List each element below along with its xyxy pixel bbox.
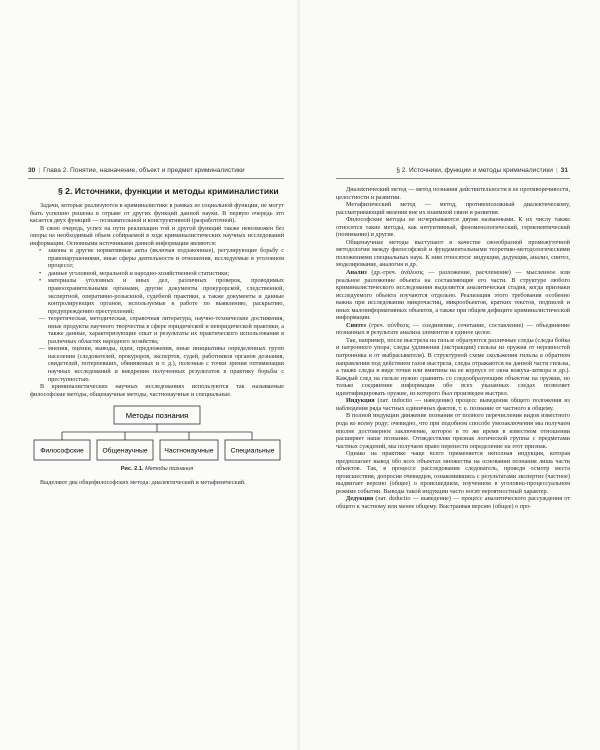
paragraph: Общенаучные методы выступают в качестве своеобразной промежуточной методологии между философской и фундаментальными теоретико-методологическими положениями специальных наук. К ним относятся: индукция, дедукция, анализ, синтез, моделирование, аналогия и др. — [336, 238, 570, 269]
paragraph-analysis — [336, 269, 570, 322]
list-item-text: законы и другие нормативные акты (включая подзаконные), регулирующие борьбу с правонарушениями, иные сферы деятельности и отношения, исследуемые в уголовном процессе; — [48, 247, 284, 270]
term-synthesis: Синтез — [346, 321, 366, 329]
term-analysis: Анализ — [346, 269, 367, 277]
left-head-rule — [28, 178, 284, 179]
paragraph: Философские методы не исчерпываются двумя названными. К их числу также относятся такие методы, как интуитивный, феноменологический, герменевтический (понимание) и другие. — [336, 216, 570, 239]
list-item-text: теоретическая, методическая, справочная литература, научно-технические достижения, иные продукты научного творчества в сфере юридической и неюридической практики, а также данные, характеризующие опыт и результаты их практического использования в различных областях народного хозяйства; — [48, 315, 284, 345]
induction-text: (лат. inductio — наведение) процесс выведения общего положения из наблюдения ряда частных единичных фактов, т. е. познание от частного к общему. — [336, 397, 570, 412]
child-box-label: Философские — [40, 447, 84, 455]
list-item — [39, 269, 284, 278]
child-box-label: Общенаучные — [102, 447, 148, 455]
child-box-label: Частнонаучные — [164, 447, 214, 455]
figure-number: Рис. 2.1. — [120, 466, 144, 473]
paragraph: Задачи, которые реализуются в криминалистике в рамках ее социальной функции, не могут быть успешно решены в отрыве от других функций данной науки. В первую очередь это касается двух функций — познавательной и конструктивной (разработочной). — [30, 202, 284, 225]
right-running-head-text: § 2. Источники, функции и методы криминалистики — [396, 167, 553, 174]
list-item-text: данные уголовной, моральной и народно-хозяйственной статистики; — [48, 269, 230, 277]
section-title: § 2. Источники, функции и методы криминалистики — [58, 186, 279, 196]
analysis-text: (др.-греч. ἀνάλυσις — разложение, расчленение) — мысленное или реальное разложение объекта на составляющие его части. В структуре любого криминалистического исследования выделяется аналитическая стадия, когда признаки исследуемого объекта изучаются отдельно. Реализация этого требования особенно важна при исследовании микрочастиц, микрообъектов, кратких текстов, подписей и иных малоинформативных объектов, а также при общем дефиците криминалистической информации. — [336, 269, 570, 322]
bullet-marker: • — [39, 269, 42, 277]
list-item — [39, 315, 284, 345]
sources-list — [30, 247, 284, 383]
right-text-column — [336, 186, 570, 511]
paragraph: Метафизический метод — метод, противоположный диалектическому, рассматривающий явления вне их взаимной связи и развития. — [336, 201, 570, 216]
paragraph: Диалектический метод — метод познания действительности в ее противоречивости, целостности и развитии. — [336, 186, 570, 201]
figure-caption — [30, 466, 284, 474]
list-item — [39, 345, 284, 383]
term-deduction: Дедукция — [346, 495, 374, 503]
dash-marker: — — [39, 345, 46, 353]
methods-diagram — [30, 402, 284, 490]
left-page-number: 30 — [28, 167, 36, 174]
list-item — [39, 247, 284, 270]
list-item-text: мнения, оценки, выводы, идеи, предложения, иные инициативы определенных групп населения (следователей, прокуроров, экспертов, судей, работников органов дознания, свидетелей, потерпевших, обвиняемых и т. д.), полезные с точки зрения оптимизации научных исследований и внедрения полученных результатов в практику борьбы с преступностью. — [48, 345, 284, 383]
synthesis-text: (греч. σύνθεσις — соединение, сочетание, составление) — объединение познанных в результате анализа элементов в единое целое. — [336, 321, 570, 337]
right-head-rule — [336, 178, 570, 179]
paragraph-deduction — [336, 495, 570, 510]
root-box-label: Методы познания — [125, 411, 189, 421]
bullet-marker: • — [39, 277, 42, 285]
deduction-text: (лат. deductio — выведение) — процесс аналитического рассуждения от общего к частному или менее общему. Выстраивая версию (общее) о про- — [336, 495, 570, 510]
head-separator: | — [38, 167, 41, 174]
list-item — [39, 277, 284, 315]
bullet-marker: • — [39, 247, 42, 255]
right-page-number: 31 — [560, 167, 568, 174]
right-page — [300, 0, 600, 750]
paragraph: Выделяют два общефилософских метода: диалектический и метафизический. — [40, 479, 246, 487]
head-separator: | — [555, 167, 558, 174]
paragraph: В полной индукции движение познания от полного перечисления видов известного рода ко всему роду; очевидно, что при подобном способе умозаключения мы получаем вполне достоверное заключение, которое в то же время в известном отношении расширяет наше познание. Отождествляя признак логической группы с предметами частных суждений, мы получаем право перенести определение на этот признак. — [336, 412, 570, 450]
left-running-head-text: Глава 2. Понятие, назначение, объект и предмет криминалистики — [43, 167, 245, 174]
list-item-text: материалы уголовных и иных дел, различных проверок, проводимых правоохранительными органами, другие документы прокурорской, следственной, экспертной, оперативно-розыскной, судебной практики, а также документы и данные контролирующих органов, используемые в работе по выявлению, раскрытию, предупреждению преступлений; — [48, 277, 284, 315]
term-induction: Индукция — [346, 397, 375, 405]
left-text-column — [30, 186, 284, 487]
paragraph-synthesis — [336, 322, 570, 337]
figure-title: Методы познания — [145, 466, 194, 473]
child-box-label: Специальные — [230, 447, 275, 455]
figure-methods — [30, 402, 284, 499]
paragraph: В свою очередь, успех на пути реализации той и другой функций также невозможен без опоры на необходимый объем собираемой в ходе криминалистических научных исследований информации. Основными источниками данной информации являются: — [30, 224, 284, 247]
paragraph: Однако на практике чаще всего применяется неполная индукция, которая предполагает вывод обо всех объектах множества на основании познания лишь части объектов. Так, в процессе расследования следователь, проведя осмотр места происшествия, допросив очевидцев, ознакомившись с результатами экспертиз (частное) выдвигает версию (общее) о происшедшем, изученном в уголовно-процессуальном режиме событии. Выводы такой индукции часто носят вероятностный характер. — [336, 450, 570, 495]
dash-marker: — — [39, 315, 46, 323]
paragraph-induction — [336, 397, 570, 412]
paragraph: Так, например, после выстрела на гильзе образуются различные следы (следы бойка и патронного упора; следы удлинения (экстракции) гильзы из оружия от неровностей патронника и от выбрасывателя). В структурной схеме скольжения гильзы в обратном направлении под действием газов выстрела, следы отражаются на данной части гильзы, а также следы в виде точки или вмятины на ее корпусе от окна кожуха-затвора и др.). Каждый след на гильзе нужно сравнить со следообразующим объектом на оружии, но только соединение информации обо всех указанных следах позволяет идентифицировать оружие, из которого был произведен выстрел. — [336, 336, 570, 397]
paragraph: В криминалистических научных исследованиях используются так называемые философские методы, общенаучные методы, частнонаучные и специальные. — [30, 383, 284, 398]
